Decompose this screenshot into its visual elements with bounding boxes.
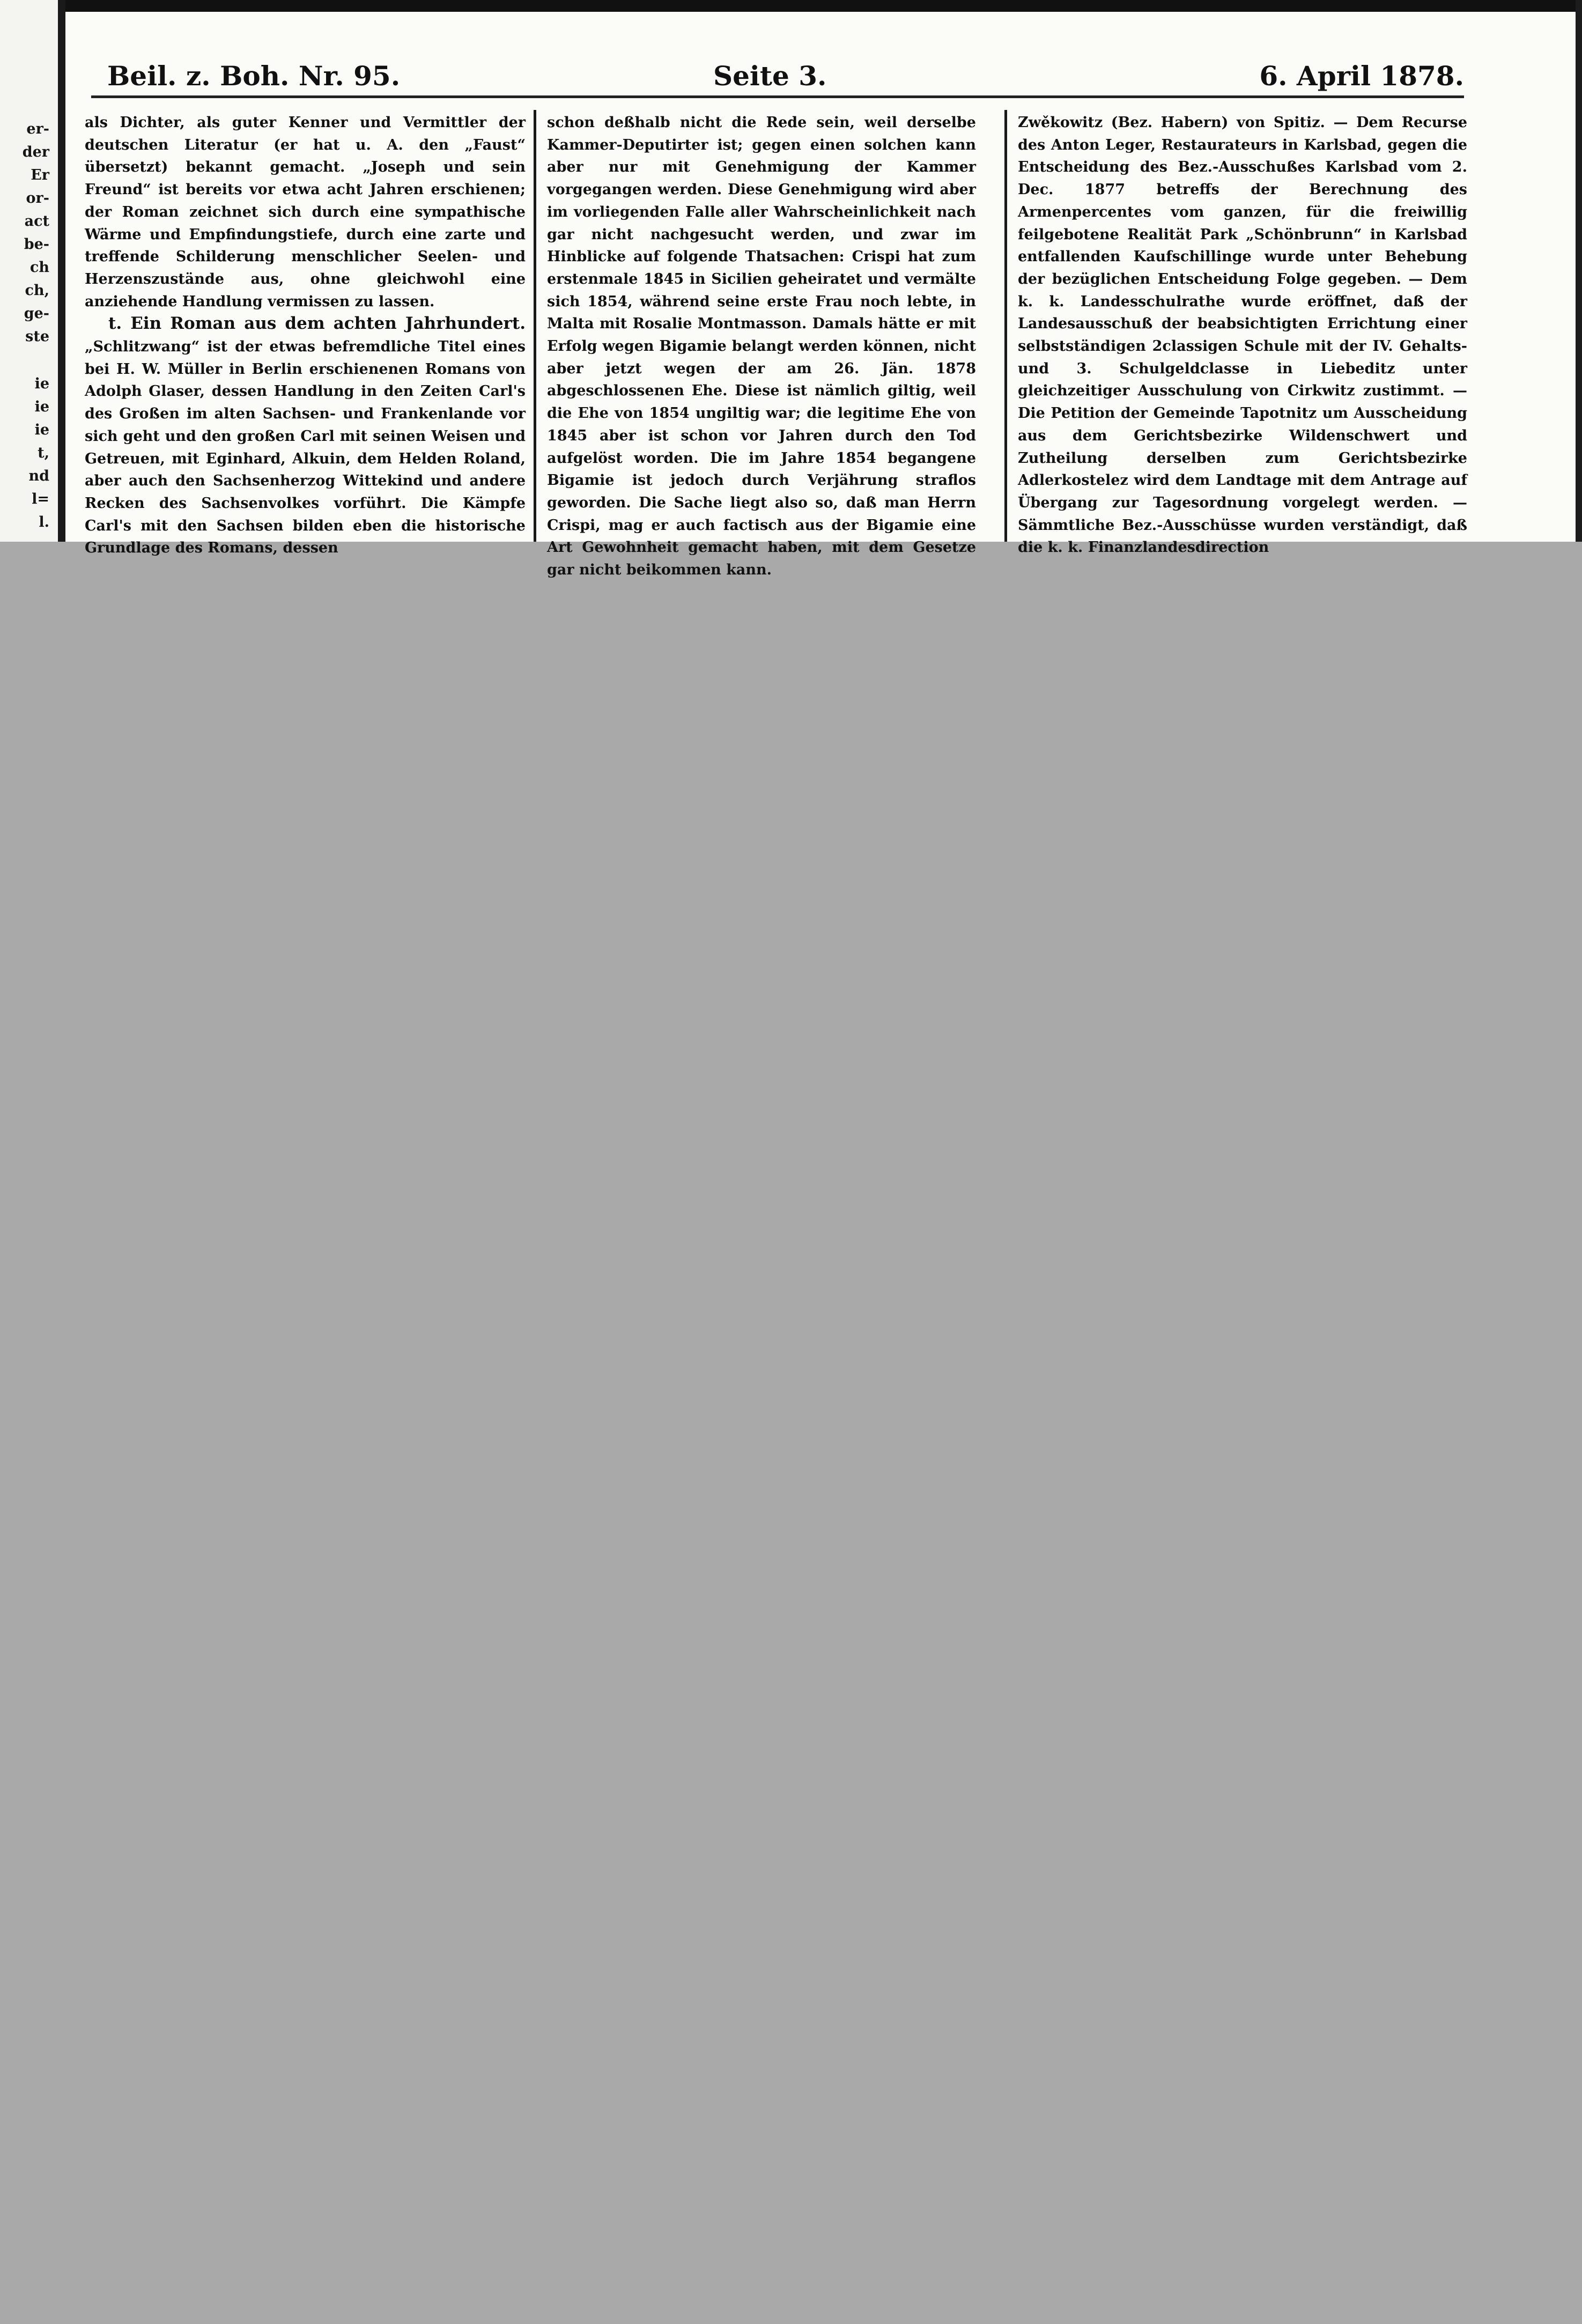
right-border [1576,0,1582,542]
margin-fragment: be- [24,236,49,253]
text-column-1 [85,112,526,557]
margin-fragment: Er [31,167,49,183]
margin-fragment: er- [26,121,49,137]
issue-date: 6. April 1878. [1259,60,1464,92]
text-column-2 [547,112,976,579]
column-divider [534,110,536,542]
issue-label: Beil. z. Boh. Nr. 95. [107,60,401,92]
margin-fragment: t, [38,445,49,461]
margin-fragment: act [24,213,49,230]
margin-fragment: ie [34,399,49,415]
margin-fragment: ste [25,328,49,345]
margin-fragment: der [22,144,49,160]
margin-fragment: ge- [24,305,49,322]
paragraph: als Dichter, als guter Kenner und Vermittler der deutschen Literatur (er hat u. A. den „Faust“ übersetzt) bekannt gemacht. „Joseph und sein Freund“ ist bereits vor etwa acht Jahren erschienen; der Roman zeichnet sich durch eine sympathische Wärme und Empfindungstiefe, durch eine zarte und treffende Schilderung menschlicher Seelen- und Herzenszustände aus, ohne gleichwohl eine anziehende Handlung vermissen zu lassen. [85,114,526,310]
margin-fragment: l= [32,491,49,507]
paragraph: schon deßhalb nicht die Rede sein, weil derselbe Kammer-Deputirter ist; gegen einen solchen kann aber nur mit Genehmigung der Kammer vorgegangen werden. Diese Genehmigung wird aber im vorliegenden Falle aller Wahrscheinlichkeit nach gar nicht nachgesucht werden, und zwar im Hinblicke auf folgende Thatsachen: Crispi hat zum erstenmale 1845 in Sicilien geheiratet und vermälte sich 1854, während seine erste Frau noch lebte, in Malta mit Rosalie Montmasson. Damals hätte er mit Erfolg wegen Bigamie belangt werden können, nicht aber jetzt wegen der am 26. Jän. 1878 abgeschlossenen Ehe. Diese ist nämlich giltig, weil die Ehe von 1854 ungiltig war; die legitime Ehe von 1845 aber ist schon vor Jahren durch den Tod aufgelöst worden. Die im Jahre 1854 begangene Bigamie ist jedoch durch Verjährung straflos geworden. Die Sache liegt also so, daß man Herrn Crispi, mag er auch factisch aus der Bigamie eine Art Gewohnheit gemacht haben, mit dem Gesetze gar nicht beikommen kann. [547,114,976,579]
page-number: Seite 3. [713,60,827,92]
margin-fragment: nd [28,468,49,484]
scanned-page [0,0,1582,579]
margin-fragment: l. [39,514,49,530]
paragraph: Zwěkowitz (Bez. Habern) von Spitiz. — Dem Recurse des Anton Leger, Restaurateurs in Karlsbad, gegen die Entscheidung des Bez.-Ausschußes Karlsbad vom 2. Dec. 1877 betreffs der Berechnung des Armenpercentes vom ganzen, für die freiwillig feilgebotene Realität Park „Schönbrunn“ in Karlsbad entfallenden Kaufschillinge wurde unter Behebung der bezüglichen Entscheidung Folge gegeben. — Dem k. k. Landesschulrathe wurde eröffnet, daß der Landesausschuß der beabsichtigten Errichtung einer selbstständigen 2classigen Schule mit der IV. Gehalts- und 3. Schulgeldclasse in Liebeditz unter gleichzeitiger Ausschulung von Cirkwitz zustimmt. — Die Petition der Gemeinde Tapotnitz um Ausscheidung aus dem Gerichtsbezirke Wildenschwert und Zutheilung derselben zum Gerichtsbezirke Adlerkostelez wird dem Landtage mit dem Antrage auf Übergang zur Tagesordnung vorgelegt werden. — Sämmtliche Bez.-Ausschüsse wurden verständigt, daß die k. k. Finanzlandesdirection [1018,114,1467,556]
column-divider [1004,110,1007,542]
margin-fragment: ch, [25,282,49,299]
header-rule [91,95,1464,98]
margin-fragment: ie [34,375,49,392]
top-border [0,0,1582,12]
margin-fragment: ch [29,259,49,276]
margin-fragment: ie [34,422,49,438]
article-heading: t. Ein Roman aus dem achten Jahrhundert. [108,314,526,334]
article-body: „Schlitzwang“ ist der etwas befremdliche Titel eines bei H. W. Müller in Berlin erschienenen Romans von Adolph Glaser, dessen Handlung in den Zeiten Carl's des Großen im alten Sachsen- und Frankenlande vor sich geht und den großen Carl mit seinen Weisen und Getreuen, mit Eginhard, Alkuin, dem Helden Roland, aber auch den Sachsenherzog Wittekind und andere Recken des Sachsenvolkes vorführt. Die Kämpfe Carl's mit den Sachsen bilden eben die historische Grundlage des Romans, dessen [85,338,526,557]
paragraph [85,313,526,559]
page-header [107,60,1464,98]
text-column-3 [1018,112,1467,556]
adjacent-page-edge [0,0,65,542]
margin-fragment: or- [26,190,49,206]
